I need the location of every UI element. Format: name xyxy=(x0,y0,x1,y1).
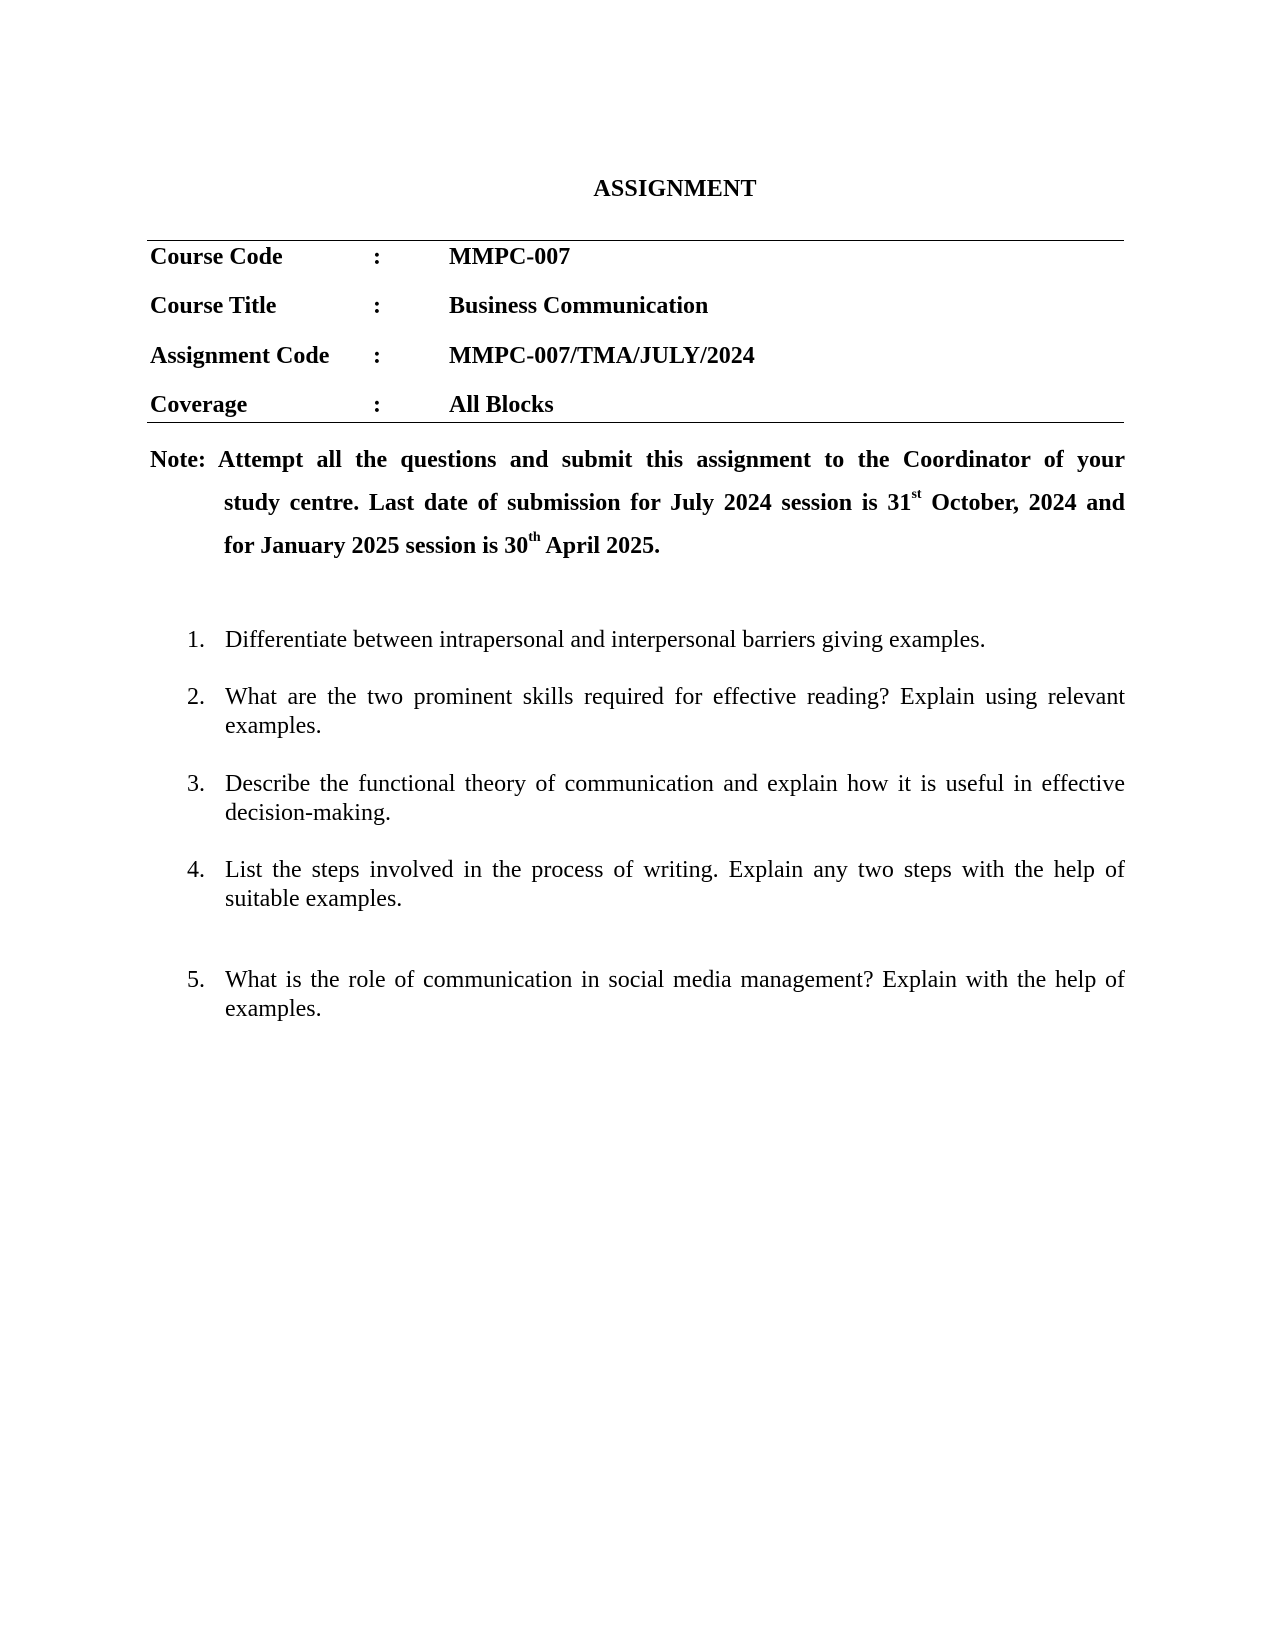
question-text: Describe the functional theory of communication and explain how it is useful in effective decision-making. xyxy=(225,771,1125,826)
question-text: Differentiate between intrapersonal and interpersonal barriers giving examples. xyxy=(225,627,986,653)
info-value: MMPC-007/TMA/JULY/2024 xyxy=(449,343,755,369)
question-number: 5. xyxy=(187,967,205,993)
note-text: for January 2025 session is 30 xyxy=(224,533,529,559)
note-text: study centre. Last date of submission for July 2024 session is 31 xyxy=(224,490,912,516)
note-line xyxy=(150,487,1125,530)
info-label: Course Title xyxy=(150,293,277,319)
question-number: 4. xyxy=(187,857,205,883)
info-value: All Blocks xyxy=(449,392,554,418)
note-line: Note: Attempt all the questions and submit this assignment to the Coordinator of your xyxy=(150,447,1125,473)
question-text: What are the two prominent skills required for effective reading? Explain using relevant examples. xyxy=(225,684,1125,739)
question-number: 1. xyxy=(187,627,205,653)
ordinal-suffix: th xyxy=(528,530,541,545)
info-separator: : xyxy=(373,244,381,270)
question-text: What is the role of communication in social media management? Explain with the help of examples. xyxy=(225,967,1125,1022)
ordinal-suffix: st xyxy=(911,487,922,502)
question-item xyxy=(187,856,1125,914)
bottom-divider xyxy=(147,422,1124,423)
question-item xyxy=(187,683,1125,741)
note-text: October, 2024 and xyxy=(921,490,1125,516)
top-divider xyxy=(147,240,1124,241)
info-label: Coverage xyxy=(150,392,248,418)
info-label: Assignment Code xyxy=(150,343,330,369)
question-text: List the steps involved in the process of writing. Explain any two steps with the help of suitable examples. xyxy=(225,857,1125,912)
page-title: ASSIGNMENT xyxy=(593,176,757,202)
question-number: 2. xyxy=(187,684,205,710)
note-text: April 2025. xyxy=(540,533,661,559)
question-number: 3. xyxy=(187,771,205,797)
info-value: MMPC-007 xyxy=(449,244,571,270)
info-label: Course Code xyxy=(150,244,283,270)
submission-note xyxy=(150,444,1125,573)
question-item xyxy=(187,626,1125,655)
info-separator: : xyxy=(373,343,381,369)
info-separator: : xyxy=(373,293,381,319)
info-value: Business Communication xyxy=(449,293,709,319)
note-line xyxy=(150,530,1125,573)
info-separator: : xyxy=(373,392,381,418)
question-item xyxy=(187,966,1125,1024)
question-item xyxy=(187,770,1125,828)
